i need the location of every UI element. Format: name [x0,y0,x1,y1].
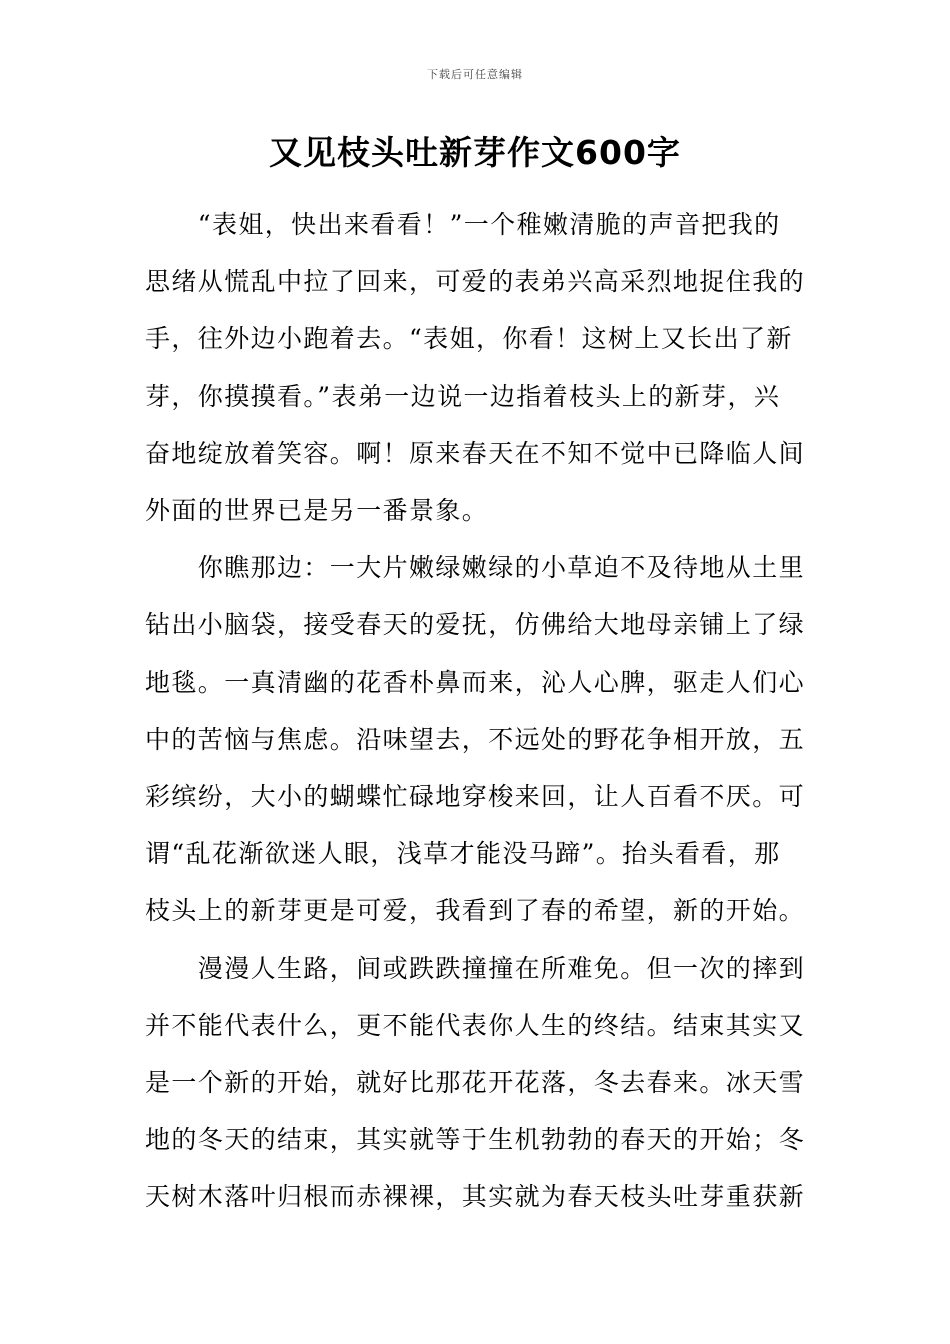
text-line: 谓“乱花渐欲迷人眼，浅草才能没马蹄”。抬头看看，那 [145,839,781,869]
text-line: 漫漫人生路，间或跌跌撞撞在所难免。但一次的摔到 [145,953,806,983]
text-line: 天树木落叶归根而赤裸裸，其实就为春天枝头吐芽重获新 [145,1182,806,1212]
text-line: 芽，你摸摸看。”表弟一边说一边指着枝头上的新芽，兴 [145,381,781,411]
text-line: 外面的世界已是另一番景象。 [145,496,489,526]
text-line: 枝头上的新芽更是可爱，我看到了春的希望，新的开始。 [145,896,806,926]
text-line: 思绪从慌乱中拉了回来，可爱的表弟兴高采烈地捉住我的 [145,267,806,297]
text-line: 奋地绽放着笑容。啊！原来春天在不知不觉中已降临人间 [145,438,806,468]
text-line: 中的苦恼与焦虑。沿味望去，不远处的野花争相开放，五 [145,724,806,754]
paragraph-1 [145,196,810,539]
text-line: 你瞧那边：一大片嫩绿嫩绿的小草迫不及待地从土里 [145,553,806,583]
text-line: 是一个新的开始，就好比那花开花落，冬去春来。冰天雪 [145,1068,806,1098]
document-title: 又见枝头吐新芽作文600字 [269,133,681,172]
text-line: 钻出小脑袋，接受春天的爱抚，仿佛给大地母亲铺上了绿 [145,610,806,640]
paragraph-2 [145,539,810,939]
essay-body [145,196,810,1226]
paragraph-3 [145,940,810,1226]
text-line: “表姐，快出来看看！”一个稚嫩清脆的声音把我的 [145,210,781,239]
header-note: 下载后可任意编辑 [427,68,523,81]
text-line: 手，往外边小跑着去。“表姐，你看！这树上又长出了新 [145,324,793,354]
text-line: 彩缤纷，大小的蝴蝶忙碌地穿梭来回，让人百看不厌。可 [145,782,806,812]
text-line: 地毯。一真清幽的花香朴鼻而来，沁人心脾，驱走人们心 [145,667,806,697]
text-line: 地的冬天的结束，其实就等于生机勃勃的春天的开始；冬 [145,1125,806,1155]
text-line: 并不能代表什么，更不能代表你人生的终结。结束其实又 [145,1010,806,1040]
